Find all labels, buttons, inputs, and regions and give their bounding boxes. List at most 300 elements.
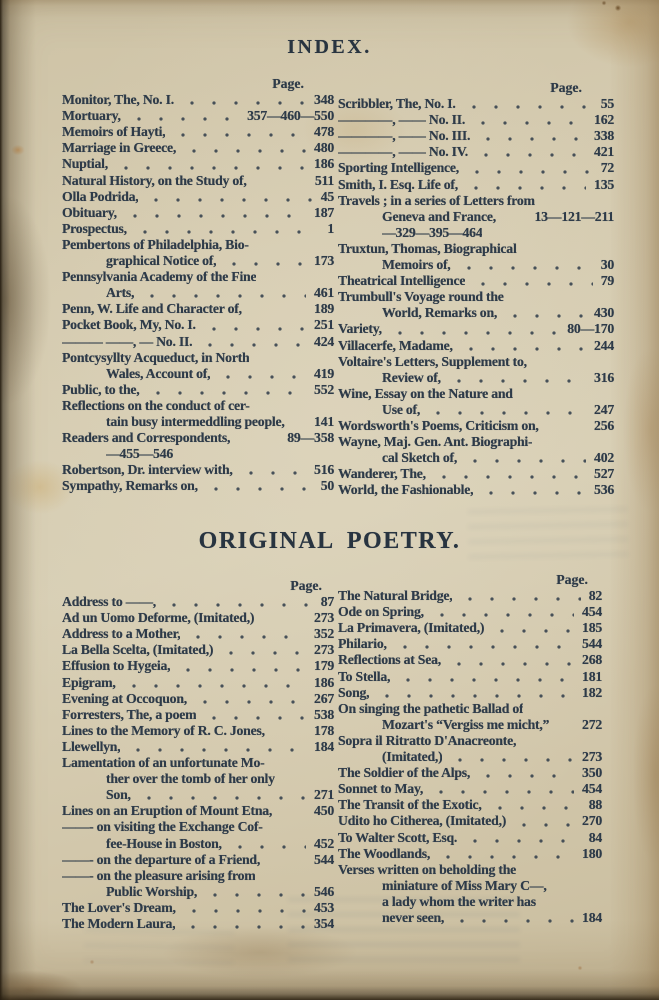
entry-title: Ad un Uomo Deforme, (Imitated,) [62,610,255,626]
entry-title: ther over the tomb of her only [106,771,275,787]
entry-line [338,177,614,193]
entry-title: ————, —— No. IV. [338,144,468,160]
entry-page-number: 480 [314,140,334,156]
entry-title: ——— ——, — No. II. [62,333,193,349]
leader-dots [466,160,593,176]
entry-line [338,765,602,781]
entry-title: The Natural Bridge, [338,588,453,604]
entry-page-number: 271 [314,787,334,803]
entry-title: Readers and Correspondents, [62,430,231,446]
entry-title: Public Worship, [106,883,198,899]
entry-title: Arts, [106,285,135,301]
page-column-header: Page. [272,76,304,91]
entry-line [62,350,334,366]
entry-line [62,900,334,916]
entry-line [338,482,614,498]
entry-line [62,610,334,626]
entry-page-number: 182 [582,684,602,700]
entry-title: Udito ho Citherea, (Imitated,) [338,813,507,829]
entry-line [338,354,614,370]
leader-dots [229,836,306,852]
entry-line [62,675,334,691]
leader-dots [240,462,306,478]
entry-title: To Walter Scott, Esq. [338,829,458,845]
entry-line [62,398,334,414]
entry-line [338,241,614,257]
entry-page-number: 267 [314,690,334,706]
entry-title: La Bella Scelta, (Imitated,) [62,642,214,658]
entry-line [62,285,334,301]
entry-page-number: 187 [314,204,334,220]
entry-title: La Primavera, (Imitated,) [338,620,485,636]
entry-title: Lines to the Memory of R. C. Jones, [62,722,265,738]
entry-title: ——- on visiting the Exchange Cof- [62,819,263,835]
entry-line [338,862,602,878]
leader-dots [464,830,581,846]
entry-line [62,221,334,237]
entry-page-number: 247 [594,401,614,417]
entry-line [62,140,334,156]
leader-dots [472,112,586,128]
entry-page-number: 162 [594,112,614,128]
entry-title: Marriage in Greece, [62,140,177,156]
leader-dots [199,334,306,350]
entry-page-number: 357—460—550 [247,108,334,124]
entry-title: Ode on Spring, [338,604,424,620]
entry-page-number: 538 [314,706,334,722]
page-column-header: Page. [550,80,582,95]
entry-page-number: 141 [314,413,334,429]
entry-page-number: 552 [314,381,334,397]
entry-page-number: 450 [314,803,334,819]
leader-dots [205,478,313,494]
entry-page-number: 80—170 [567,321,614,337]
entry-line [338,830,602,846]
entry-title: Robertson, Dr. interview with, [62,462,233,478]
entry-title: The Modern Laura, [62,915,176,931]
entry-line [62,594,334,610]
entry-line [62,755,334,771]
leader-dots [513,813,574,829]
entry-page-number: 179 [314,658,334,674]
entry-line [62,626,334,642]
entry-line [338,466,614,482]
entry-line [338,225,614,241]
entry-page-number: 87 [320,594,334,610]
index-left-column [62,76,334,494]
entry-page-number: 186 [314,674,334,690]
entry-line [62,446,334,462]
entry-title: Forresters, The, a poem [62,706,197,722]
leader-dots [376,685,574,701]
entry-title: Trumbull's Voyage round the [338,289,504,305]
entry-title: —455—546 [106,446,173,462]
entry-line [62,430,334,446]
entry-title: ——- on the departure of a Friend, [62,851,261,867]
entry-line [62,771,334,787]
entry-page-number: 350 [582,765,602,781]
entry-line [338,894,602,910]
entry-line [338,386,614,402]
entry-title: To Stella, [338,668,391,684]
entry-line [338,652,602,668]
entry-line [338,289,614,305]
leader-dots [394,636,574,652]
entry-line [338,797,602,813]
entry-title: Pembertons of Philadelphia, Bio- [62,236,249,252]
entry-title: a lady whom the writer has [382,893,536,909]
entry-title: Lines on an Eruption of Mount Etna, [62,803,273,819]
leader-dots [182,916,306,932]
entry-page-number: 184 [582,909,602,925]
leader-dots [123,675,306,691]
entry-page-number: 89—358 [287,430,334,446]
entry-title: The Lover's Dream, [62,899,176,915]
entry-page-number: 452 [314,835,334,851]
leader-dots [431,604,574,620]
entry-title: tain busy intermeddling people, [106,413,285,429]
entry-title: Monitor, The, No. I. [62,92,174,108]
entry-line [62,462,334,478]
entry-page-number: 352 [314,626,334,642]
entry-page-number: 135 [594,176,614,192]
leader-dots [458,257,593,273]
entry-line [338,450,614,466]
entry-title: Evening at Occoquon, [62,690,187,706]
entry-line [62,478,334,494]
entry-title: The Transit of the Exotic, [338,797,482,813]
entry-page-number: 256 [594,417,614,433]
entry-line [62,691,334,707]
leader-dots [477,128,586,144]
entry-line [338,144,614,160]
entry-title: Llewellyn, [62,738,121,754]
entry-page-number: 272 [582,716,602,732]
entry-title: Reflections on the conduct of cer- [62,397,250,413]
entry-page-number: 424 [314,333,334,349]
entry-page-number: 527 [594,466,614,482]
entry-line [62,269,334,285]
entry-title: Pennsylvania Academy of the Fine [62,269,257,285]
entry-page-number: 478 [314,124,334,140]
leader-dots [223,253,306,269]
entry-title: Obituary, [62,204,117,220]
entry-line [62,205,334,221]
entry-title: Philario, [338,636,387,652]
entry-page-number: 536 [594,482,614,498]
leader-dots [138,787,306,803]
leader-dots [464,450,586,466]
entry-title: Pocket Book, My, No. I. [62,317,196,333]
entry-title: Address to ——, [62,594,156,610]
leader-dots [145,189,312,205]
entry-title: Pontcysyllty Acqueduct, in North [62,349,250,365]
leader-dots [397,669,574,685]
entry-line [338,273,614,289]
entry-line [338,749,602,765]
entry-page-number: 30 [600,257,614,273]
entry-title: Memoirs of Hayti, [62,124,166,140]
entry-title: Reflections at Sea, [338,652,441,668]
entry-title: Wanderer, The, [338,466,426,482]
entry-line [338,669,602,685]
leader-dots [187,626,306,642]
leader-dots [427,402,586,418]
entry-page-number: 419 [314,365,334,381]
entry-page-number: 544 [314,851,334,867]
entry-line [338,878,602,894]
leader-dots [204,884,306,900]
entry-line [338,434,614,450]
leader-dots [147,382,307,398]
poetry-section-title: ORIGINAL POETRY. [198,528,461,554]
leader-dots [194,691,306,707]
entry-page-number: 72 [600,160,614,176]
leader-dots [451,910,574,926]
entry-page-number: 251 [314,317,334,333]
entry-title: Natural History, on the Study of, [62,172,247,188]
entry-page-number: 402 [594,450,614,466]
entry-line [62,301,334,317]
entry-title: Wordsworth's Poems, Criticism on, [338,417,539,433]
entry-line [338,781,602,797]
entry-title: World, the Fashionable, [338,482,474,498]
entry-title: miniature of Miss Mary C—, [382,877,547,893]
leader-dots [181,92,306,108]
entry-page-number: 430 [594,305,614,321]
entry-title: Prospectus, [62,220,127,236]
entry-line [338,96,614,112]
entry-line [338,846,602,862]
entry-page-number: 45 [320,188,334,204]
entry-line [62,884,334,900]
entry-page-number: 79 [600,273,614,289]
entry-title: Memoirs of, [382,257,451,273]
entry-title: graphical Notice of, [106,253,217,269]
leader-dots [477,765,574,781]
entry-line [62,819,334,835]
entry-line [62,707,334,723]
entry-line [62,124,334,140]
entry-line [338,209,614,225]
entry-page-number: 453 [314,899,334,915]
entry-line [62,916,334,932]
entry-line [62,787,334,803]
leader-dots [459,588,580,604]
entry-line [338,112,614,128]
leader-dots [463,96,593,112]
entry-page-number: 516 [314,462,334,478]
entry-title: Wales, Account of, [106,365,211,381]
entry-title: Geneva and France, [382,208,496,224]
entry-page-number: 461 [314,285,334,301]
entry-title: Wayne, Maj. Gen. Ant. Biographi- [338,434,533,450]
entry-title: Mozart's “Vergiss me micht,” [382,716,550,732]
entry-page-number: 348 [314,92,334,108]
leader-dots [460,338,586,354]
entry-page-number: 273 [582,749,602,765]
entry-title: —329—395—464 [382,224,483,240]
entry-title: Effusion to Hygeia, [62,658,171,674]
entry-line [338,338,614,354]
entry-page-number: 354 [314,915,334,931]
leader-dots [433,466,586,482]
index-section-title: INDEX. [287,36,372,58]
leader-dots [491,620,574,636]
entry-title: ————, —— No. III. [338,128,471,144]
leader-dots [465,177,586,193]
entry-title: Variety, [338,321,382,337]
entry-title: The Woodlands, [338,845,431,861]
entry-page-number: 88 [588,797,602,813]
entry-line [338,321,614,337]
entry-page-number: 511 [314,172,334,188]
entry-page-number: 180 [582,845,602,861]
entry-page-number: 421 [594,144,614,160]
entry-title: Truxtun, Thomas, Biographical [338,240,517,256]
entry-page-number: 316 [594,369,614,385]
entry-page-number: 546 [314,883,334,899]
leader-dots [489,797,581,813]
show-through-smudge [84,927,235,966]
leader-dots [183,140,306,156]
entry-title: Voltaire's Letters, Supplement to, [338,353,527,369]
entry-title: Theatrical Intelligence [338,273,466,289]
entry-page-number: 244 [594,337,614,353]
leader-dots [127,739,306,755]
leader-dots [177,658,306,674]
entry-page-number: 55 [600,96,614,112]
entry-title: Public, to the, [62,381,140,397]
entry-title: ————, —— No. II. [338,112,466,128]
poetry-left-column [62,578,334,932]
leader-dots [448,652,574,668]
entry-line [338,620,602,636]
leader-dots [430,781,574,797]
page-column-header: Page. [290,578,322,593]
entry-line [62,189,334,205]
entry-line [338,604,602,620]
entry-title: On singing the pathetic Ballad of [338,700,524,716]
entry-line [338,257,614,273]
entry-page-number: 185 [582,620,602,636]
entry-title: World, Remarks on, [382,305,498,321]
entry-line [338,193,614,209]
entry-line [62,156,334,172]
entry-page-number: 268 [582,652,602,668]
leader-dots [172,124,306,140]
entry-title: cal Sketch of, [382,450,458,466]
entry-page-number: 544 [582,636,602,652]
entry-page-number: 50 [320,478,334,494]
entry-title: Use of, [382,401,421,417]
entry-line [62,852,334,868]
entry-title: Epigram, [62,674,116,690]
entry-line [62,334,334,350]
leader-dots [389,321,559,337]
entry-line [62,739,334,755]
entry-title: Sporting Intelligence, [338,160,459,176]
leader-dots [128,108,239,124]
entry-line [338,128,614,144]
leader-dots [134,221,320,237]
entry-page-number: 454 [582,604,602,620]
entry-title: Olla Podrida, [62,188,139,204]
page-column-header: Page. [556,572,588,587]
entry-page-number: 186 [314,156,334,172]
entry-title: Review of, [382,369,441,385]
entry-line [338,701,602,717]
entry-line [338,160,614,176]
entry-title: (Imitated,) [382,749,443,765]
entry-page-number: 181 [582,668,602,684]
entry-title: Smith, I. Esq. Life of, [338,176,458,192]
entry-page-number: 82 [588,588,602,604]
entry-title: Lamentation of an unfortunate Mo- [62,755,265,771]
entry-title: Wine, Essay on the Nature and [338,385,513,401]
entry-page-number: 189 [314,301,334,317]
poetry-right-column [338,572,602,926]
leader-dots [448,370,586,386]
entry-line [62,237,334,253]
index-right-column [338,80,614,498]
entry-page-number: 178 [314,722,334,738]
entry-line [62,658,334,674]
leader-dots [449,749,574,765]
entry-page-number: 270 [582,813,602,829]
entry-page-number: 273 [314,610,334,626]
leader-dots [203,317,306,333]
entry-page-number: 184 [314,738,334,754]
entry-line [62,173,334,189]
entry-line [338,402,614,418]
entry-line [62,836,334,852]
leader-dots [220,642,306,658]
leader-dots [183,900,306,916]
entry-line [338,685,602,701]
leader-dots [163,594,313,610]
entry-page-number: 173 [314,253,334,269]
entry-title: Penn, W. Life and Character of, [62,301,242,317]
leader-dots [472,273,592,289]
entry-title: never seen, [382,909,445,925]
entry-title: Sonnet to May, [338,781,424,797]
entry-title: Nuptial, [62,156,108,172]
entry-page-number: 13—121—211 [534,208,614,224]
entry-line [338,910,602,926]
entry-title: Address to a Mother, [62,626,181,642]
entry-line [338,733,602,749]
entry-title: Verses written on beholding the [338,861,517,877]
entry-line [62,803,334,819]
entry-line [62,317,334,333]
leader-dots [480,482,586,498]
leader-dots [124,205,306,221]
entry-title: Scribbler, The, No. I. [338,96,456,112]
leader-dots [504,305,586,321]
entry-line [62,723,334,739]
entry-page-number: 273 [314,642,334,658]
entry-line [62,642,334,658]
entry-line [338,636,602,652]
entry-title: Mortuary, [62,108,121,124]
entry-page-number: 454 [582,781,602,797]
entry-line [338,305,614,321]
entry-title: Sympathy, Remarks on, [62,478,198,494]
leader-dots [217,366,306,382]
leader-dots [141,285,306,301]
entry-page-number: 1 [327,220,334,236]
